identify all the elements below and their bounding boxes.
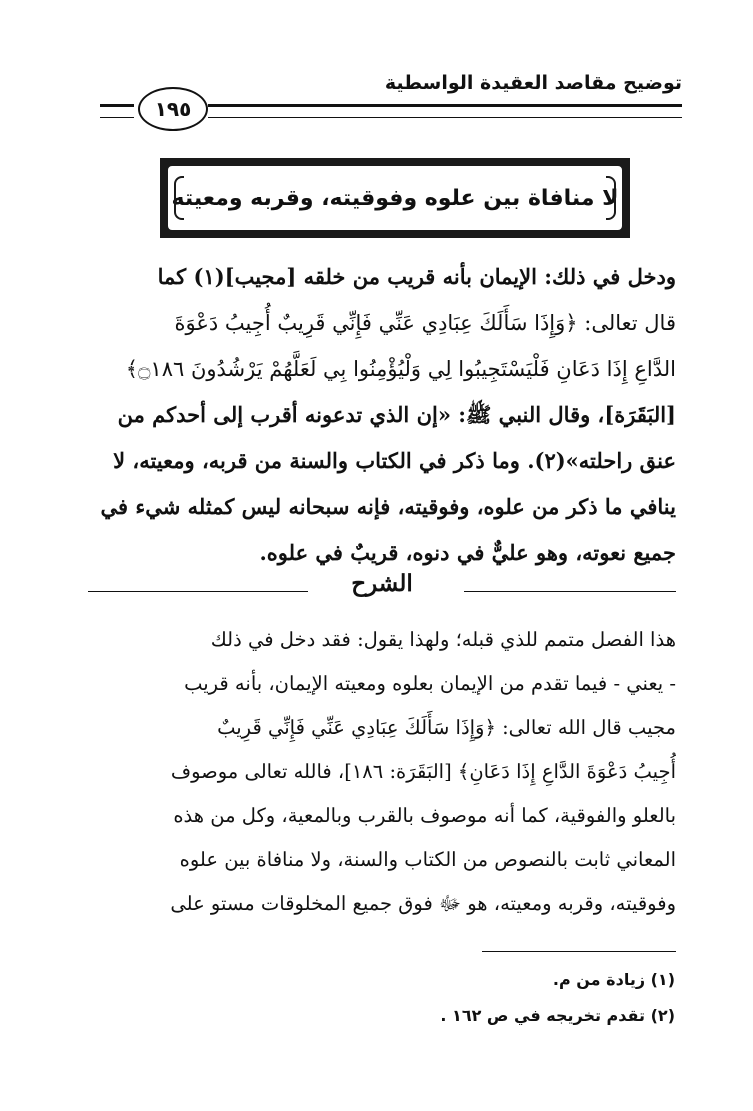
footnote: (٢) تقدم تخريجه في ص ١٦٢ . — [440, 1006, 675, 1025]
section-heading: لا منافاة بين علوه وفوقيته، وقربه ومعيته — [171, 185, 619, 211]
page-header — [100, 68, 682, 130]
matn-line: الدَّاعِ إِذَا دَعَانِ فَلْيَسْتَجِيبُوا لِي وَلْيُؤْمِنُوا بِي لَعَلَّهُمْ يَرْشُدُونَ ۝١٨٦﴾ — [125, 357, 676, 381]
header-rule-left — [100, 104, 134, 118]
divider-rule-left — [88, 591, 308, 592]
section-heading-frame — [160, 158, 630, 238]
footnote: (١) زيادة من م. — [552, 970, 675, 989]
sharh-line: وفوقيته، وقربه ومعيته، هو ﷻ فوق جميع المخلوقات مستو على — [170, 892, 676, 915]
matn-line: قال تعالى: ﴿وَإِذَا سَأَلَكَ عِبَادِي عَنِّي فَإِنِّي قَرِيبٌ أُجِيبُ دَعْوَةَ — [174, 311, 676, 335]
matn-text — [88, 254, 676, 576]
sharh-line: هذا الفصل متمم للذي قبله؛ ولهذا يقول: فقد دخل في ذلك — [210, 628, 676, 651]
sharh-line: أُجِيبُ دَعْوَةَ الدَّاعِ إِذَا دَعَانِ﴾ [البَقَرَة: ١٨٦]، فالله تعالى موصوف — [170, 760, 676, 783]
matn-line: ينافي ما ذكر من علوه، وفوقيته، فإنه سبحانه ليس كمثله شيء في — [100, 494, 676, 519]
sharh-line: بالعلو والفوقية، كما أنه موصوف بالقرب وبالمعية، وكل من هذه — [173, 804, 676, 827]
matn-line: ودخل في ذلك: الإيمان بأنه قريب من خلقه [مجيب](١) كما — [157, 264, 676, 289]
sharh-text — [88, 618, 676, 926]
matn-line: جميع نعوته، وهو عليٌّ في دنوه، قريبٌ في علوه. — [259, 540, 676, 565]
sharh-divider — [88, 570, 676, 600]
divider-label: الشرح — [351, 570, 413, 597]
footnotes — [255, 962, 675, 1034]
matn-line: عنق راحلته»(٢). وما ذكر في الكتاب والسنة من قربه، ومعيته، لا — [113, 448, 676, 473]
footnote-rule — [482, 951, 676, 952]
matn-line: [البَقَرَة]، وقال النبي ﷺ: «إن الذي تدعونه أقرب إلى أحدكم من — [117, 402, 676, 427]
page-number: ١٩٥ — [138, 87, 208, 131]
sharh-line: مجيب قال الله تعالى: ﴿وَإِذَا سَأَلَكَ عِبَادِي عَنِّي فَإِنِّي قَرِيبٌ — [217, 716, 676, 739]
sharh-line: - يعني - فيما تقدم من الإيمان بعلوه ومعيته الإيمان، بأنه قريب — [184, 672, 676, 695]
book-title: توضيح مقاصد العقيدة الواسطية — [384, 72, 682, 94]
header-rule — [208, 104, 682, 118]
sharh-line: المعاني ثابت بالنصوص من الكتاب والسنة، ولا منافاة بين علوه — [179, 848, 676, 871]
